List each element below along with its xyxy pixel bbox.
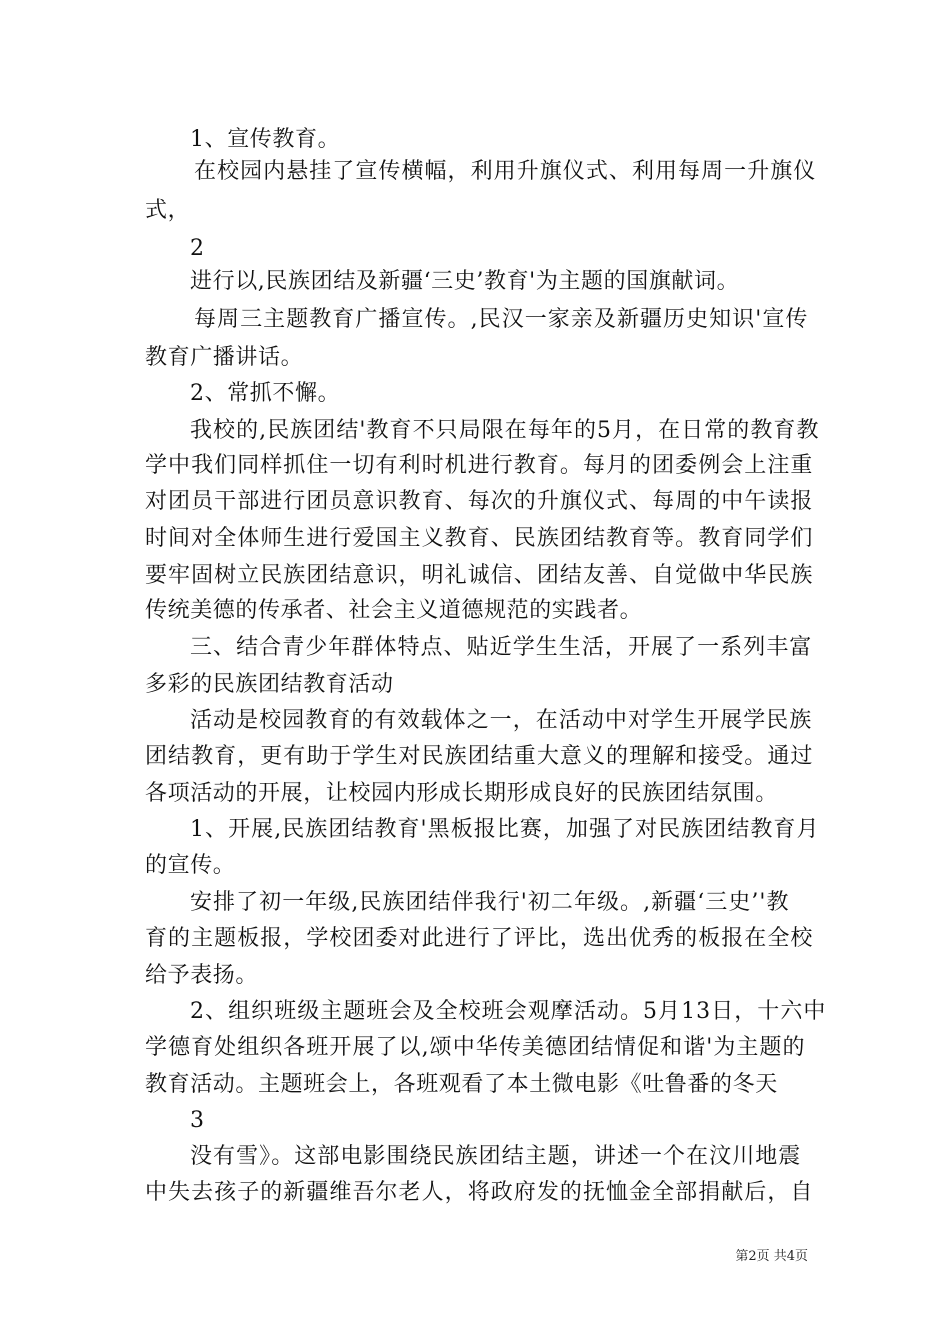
text-line: 进行以,民族团结及新疆‘三史’教育'为主题的国旗献词。 [190,269,740,294]
text-line: 安排了初一年级,民族团结伴我行'初二年级。,新疆‘三史’'教 [190,890,790,915]
text-line: 传统美德的传承者、社会主义道德规范的实践者。 [145,598,643,623]
text-line: 学中我们同样抓住一切有利时机进行教育。每月的团委例会上注重 [145,453,814,478]
text-line: 没有雪》。这部电影围绕民族团结主题，讲述一个在汶川地震 [190,1144,802,1169]
text-line: 学德育处组织各班开展了以,颂中华传美德团结情促和谐'为主题的 [145,1035,806,1060]
text-line: 2、常抓不懈。 [190,381,341,406]
text-line: 教育活动。主题班会上，各班观看了本土微电影《吐鲁番的冬天 [145,1072,778,1097]
text-line: 团结教育，更有助于学生对民族团结重大意义的理解和接受。通过 [145,744,814,769]
text-line: 活动是校园教育的有效载体之一，在活动中对学生开展学民族 [190,708,813,733]
page-number-marker: 3 [190,1108,205,1133]
text-line: 我校的,民族团结'教育不只局限在每年的5月，在日常的教育教 [190,418,820,443]
text-line: 各项活动的开展，让校园内形成长期形成良好的民族团结氛围。 [145,781,778,806]
text-line: 的宣传。 [145,853,236,878]
text-line: 育的主题板报，学校团委对此进行了评比，选出优秀的板报在全校 [145,926,814,951]
text-line: 时间对全体师生进行爱国主义教育、民族团结教育等。教育同学们 [145,526,814,551]
text-line: 对团员干部进行团员意识教育、每次的升旗仪式、每周的中午读报 [145,489,814,514]
page-number-marker: 2 [190,236,205,261]
text-line: 中失去孩子的新疆维吾尔老人，将政府发的抚恤金全部捐献后，自 [145,1180,814,1205]
text-line: 要牢固树立民族团结意识，明礼诚信、团结友善、自觉做中华民族 [145,563,814,588]
text-line: 每周三主题教育广播宣传。,民汉一家亲及新疆历史知识'宣传 [194,307,809,332]
section-heading: 三、结合青少年群体特点、贴近学生生活，开展了一系列丰富 [190,635,813,660]
text-line: 式， [145,198,191,223]
text-line: 1、宣传教育。 [190,127,341,152]
text-line: 2、组织班级主题班会及全校班会观摩活动。5月13日，十六中 [190,999,827,1024]
text-line: 教育广播讲话。 [145,345,304,370]
text-line: 在校园内悬挂了宣传横幅，利用升旗仪式、利用每周一升旗仪 [194,159,817,184]
section-heading: 多彩的民族团结教育活动 [145,672,394,697]
text-line: 给予表扬。 [145,963,259,988]
text-line: 1、开展,民族团结教育'黑板报比赛，加强了对民族团结教育月 [190,817,820,842]
page-footer: 第2页 共4页 [735,1249,808,1264]
